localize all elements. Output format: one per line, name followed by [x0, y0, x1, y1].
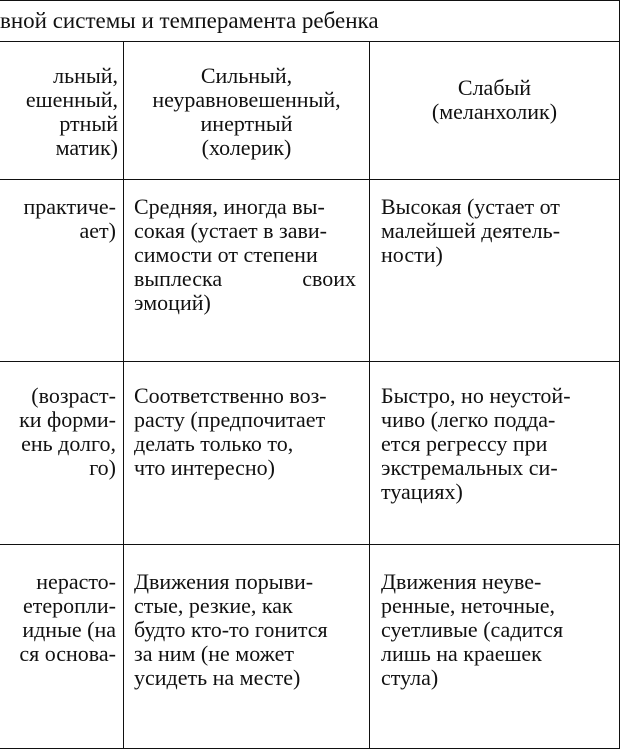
- rule-title-bottom: [0, 41, 620, 42]
- row3-col2-line: Движения порыви-: [134, 570, 314, 594]
- header-col2-line: неуравновешенный,: [152, 87, 341, 112]
- row3-cell-col2: [134, 570, 356, 690]
- row3-cell-col3: [381, 570, 611, 690]
- row3-col1-line: нерасто-: [36, 570, 116, 594]
- row1-col1-line: практиче-: [23, 195, 116, 219]
- row1-col3-line: ности): [381, 242, 443, 267]
- row3-col3-line: Движения неуве-: [381, 570, 542, 594]
- row2-col2-line: делать только то,: [134, 431, 294, 456]
- row2-col2-line: что интересно): [134, 455, 275, 480]
- row3-col1-line: етеропли-: [23, 593, 116, 618]
- header-col3-line: (меланхолик): [431, 99, 558, 124]
- row3-col3-line: стула): [381, 665, 439, 690]
- header-col3-line: Слабый: [457, 76, 532, 100]
- header-col2-line: Сильный,: [200, 64, 293, 88]
- header-col1-line: ртный: [59, 111, 118, 136]
- row2-col1-line: ки форми-: [19, 407, 116, 432]
- header-cell-col1: [0, 64, 118, 160]
- row1-cell-col2: [134, 195, 356, 315]
- row3-col3-line: лишь на краешек: [381, 641, 542, 666]
- row1-col2-line-right: своих: [302, 266, 356, 291]
- row1-col2-line: Средняя, иногда вы-: [134, 195, 325, 219]
- header-col2-line: (холерик): [201, 135, 292, 160]
- row3-col2-line: усидеть на месте): [134, 665, 301, 690]
- row1-col1-line: ает): [79, 218, 116, 243]
- row2-cell-col1: [0, 384, 116, 480]
- row2-col1-line: го): [89, 455, 116, 480]
- row2-col3-line: Быстро, но неустой-: [381, 384, 571, 408]
- row1-col2-line-left: выплеска: [134, 266, 223, 291]
- row2-col1-line: (возраст-: [31, 384, 116, 408]
- row3-col1-line: ся основа-: [19, 641, 116, 666]
- row1-col2-line: сокая (устает в зави-: [134, 218, 327, 243]
- header-col1-line: ешенный,: [25, 87, 118, 112]
- row1-col2-line: эмоций): [134, 290, 211, 315]
- row2-col3-line: туациях): [381, 479, 463, 504]
- row3-col2-line: стые, резкие, как: [134, 593, 293, 618]
- row3-cell-col1: [0, 570, 116, 666]
- row3-col3-line: суетливые (садится: [381, 617, 564, 642]
- row2-col2-line: Соответственно воз-: [134, 384, 327, 408]
- row3-col1-line: идные (на: [22, 617, 116, 642]
- row2-col2-line: расту (предпочитает: [134, 407, 326, 432]
- row1-cell-col3: [381, 195, 611, 267]
- row3-col2-line: будто кто-то гонится: [134, 617, 328, 642]
- rule-col-divider-2: [369, 41, 370, 749]
- header-col1-line: льный,: [53, 64, 118, 88]
- rule-top: [0, 0, 620, 1]
- row2-cell-col3: [381, 384, 611, 504]
- table-title: вной системы и темперамента ребенка: [0, 8, 379, 33]
- row2-col3-line: чиво (легко подда-: [381, 407, 556, 432]
- row1-col2-line: [134, 267, 356, 291]
- rule-row2-bottom: [0, 544, 620, 545]
- row3-col2-line: за ним (не может: [134, 641, 294, 666]
- header-col1-line: матик): [55, 135, 118, 160]
- row3-col3-line: ренные, неточные,: [381, 593, 556, 618]
- row1-col3-line: малейшей деятель-: [381, 218, 561, 243]
- row1-col3-line: Высокая (устает от: [381, 195, 560, 219]
- row2-col3-line: экстремальных си-: [381, 455, 558, 480]
- header-col2-line: инертный: [200, 111, 293, 136]
- row2-col1-line: ень долго,: [21, 431, 116, 456]
- header-cell-col2: [124, 64, 369, 160]
- rule-header-bottom: [0, 179, 620, 180]
- rule-row1-bottom: [0, 361, 620, 362]
- row1-cell-col1: [0, 195, 116, 243]
- row1-col2-line: симости от степени: [134, 242, 318, 267]
- row2-col3-line: ется регрессу при: [381, 431, 548, 456]
- header-cell-col3: [370, 76, 619, 124]
- row2-cell-col2: [134, 384, 356, 480]
